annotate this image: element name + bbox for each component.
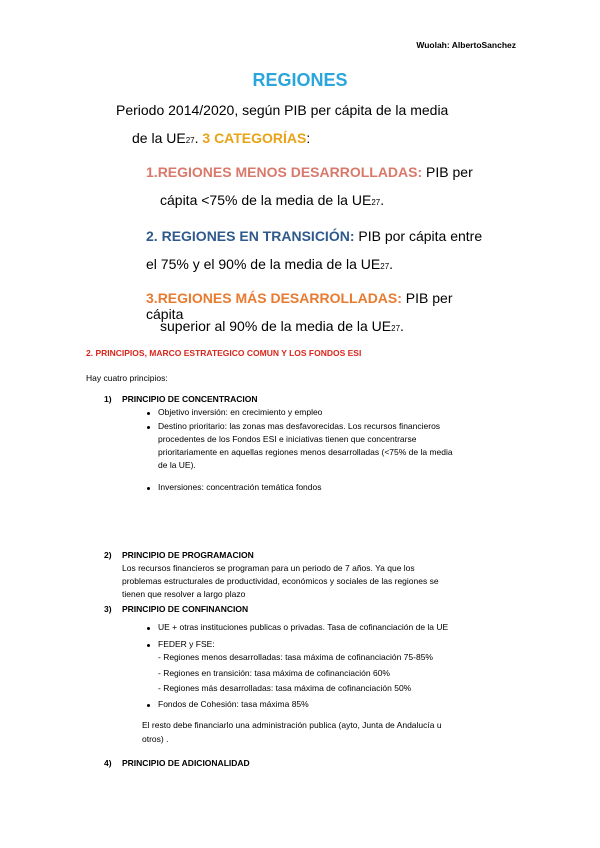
section-intro: Hay cuatro principios: — [86, 373, 168, 383]
category-1-sub: 27 — [371, 198, 381, 207]
category-3-sub: 27 — [391, 324, 401, 333]
section-heading: 2. PRINCIPIOS, MARCO ESTRATEGICO COMUN Y LOS FONDOS ESI — [86, 348, 362, 358]
principle-1-bullet-2: Destino prioritario: las zonas mas desfavorecidas. Los recursos financieros — [158, 421, 441, 431]
principle-3-title: PRINCIPIO DE CONFINANCION — [122, 604, 249, 614]
bullet-icon — [147, 644, 150, 647]
category-2-sub: 27 — [380, 262, 390, 271]
category-2 — [146, 228, 486, 244]
category-2-heading: REGIONES EN TRANSICIÓN: — [161, 228, 355, 244]
bullet-icon — [147, 487, 150, 490]
principle-2-number: 2) — [104, 550, 112, 560]
intro-text: de la UE — [132, 130, 186, 146]
principle-2-line-2: problemas estructurales de productividad, económicos y sociales de las regiones se — [122, 576, 439, 586]
category-2-number: 2. — [146, 228, 158, 244]
principle-2-line-1: Los recursos financieros se programan para un periodo de 7 años. Ya que los — [122, 563, 415, 573]
intro-subscript: 27 — [185, 136, 195, 145]
bullet-icon — [147, 627, 150, 630]
principle-3-sub-1: - Regiones menos desarrolladas: tasa máxima de cofinanciación 75-85% — [158, 652, 433, 662]
principle-3-number: 3) — [104, 604, 112, 614]
category-3-number: 3. — [146, 290, 158, 306]
principle-1-bullet-2-cont-2: prioritariamente en aquellas regiones menos desarrolladas (<75% de la media — [158, 447, 453, 457]
category-1-heading: REGIONES MENOS DESARROLLADAS: — [157, 164, 423, 180]
principle-1-bullet-2-cont-1: procedentes de los Fondos ESI e iniciativas tienen que concentrarse — [158, 434, 417, 444]
category-2-line-2 — [146, 256, 393, 272]
category-2-text: PIB por cápita entre — [354, 228, 483, 244]
intro-line-1: Periodo 2014/2020, según PIB per cápita de la media — [116, 102, 449, 118]
principle-1-bullet-1: Objetivo inversión: en crecimiento y empleo — [158, 407, 323, 417]
category-1 — [146, 164, 486, 180]
category-3-line-2 — [160, 318, 404, 334]
category-1-text-b: cápita <75% de la media de la UE — [160, 192, 372, 208]
principle-1-bullet-3: Inversiones: concentración temática fondos — [158, 482, 322, 492]
principle-4-title: PRINCIPIO DE ADICIONALIDAD — [122, 758, 250, 768]
principle-1-bullet-2-cont-3: de la UE). — [158, 460, 196, 470]
intro-end: : — [306, 130, 311, 146]
principle-3-bullet-2: FEDER y FSE: — [158, 639, 215, 649]
principle-4-number: 4) — [104, 758, 112, 768]
principle-3-bullet-1: UE + otras instituciones publicas o privadas. Tasa de cofinanciación de la UE — [158, 622, 449, 632]
principle-2-line-3: tienen que resolver a largo plazo — [122, 589, 246, 599]
category-1-text: PIB per — [422, 164, 473, 180]
category-1-end: . — [380, 192, 385, 208]
principle-1-title: PRINCIPIO DE CONCENTRACION — [122, 394, 258, 404]
category-3-text: PIB per cápita — [146, 290, 453, 322]
principle-3-sub-2: - Regiones en transición: tasa máxima de cofinanciación 60% — [158, 668, 390, 678]
principle-1-number: 1) — [104, 394, 112, 404]
bullet-icon — [147, 426, 150, 429]
category-3-text-b: superior al 90% de la media de la UE — [160, 318, 392, 334]
intro-text-b: . — [194, 130, 203, 146]
category-3-end: . — [400, 318, 404, 334]
category-3-heading: REGIONES MÁS DESARROLLADAS: — [157, 290, 402, 306]
category-2-end: . — [389, 256, 394, 272]
principle-3-bullet-3: Fondos de Cohesión: tasa máxima 85% — [158, 699, 309, 709]
principle-3-rest-1: El resto debe financiarlo una administración publica (ayto, Junta de Andalucía u — [142, 720, 442, 730]
category-2-text-b: el 75% y el 90% de la media de la UE — [146, 256, 381, 272]
header-credit: Wuolah: AlbertoSanchez — [416, 40, 516, 50]
intro-highlight: 3 CATEGORÍAS — [202, 130, 307, 146]
bullet-icon — [147, 412, 150, 415]
page-title: REGIONES — [252, 70, 348, 90]
intro-line-2 — [132, 130, 512, 146]
principle-3-sub-3: - Regiones más desarrolladas: tasa máxima de cofinanciación 50% — [158, 683, 412, 693]
category-1-line-2 — [160, 192, 384, 208]
category-1-number: 1. — [146, 164, 158, 180]
principle-3-rest-2: otros) . — [142, 734, 169, 744]
bullet-icon — [147, 704, 150, 707]
principle-2-title: PRINCIPIO DE PROGRAMACION — [122, 550, 254, 560]
